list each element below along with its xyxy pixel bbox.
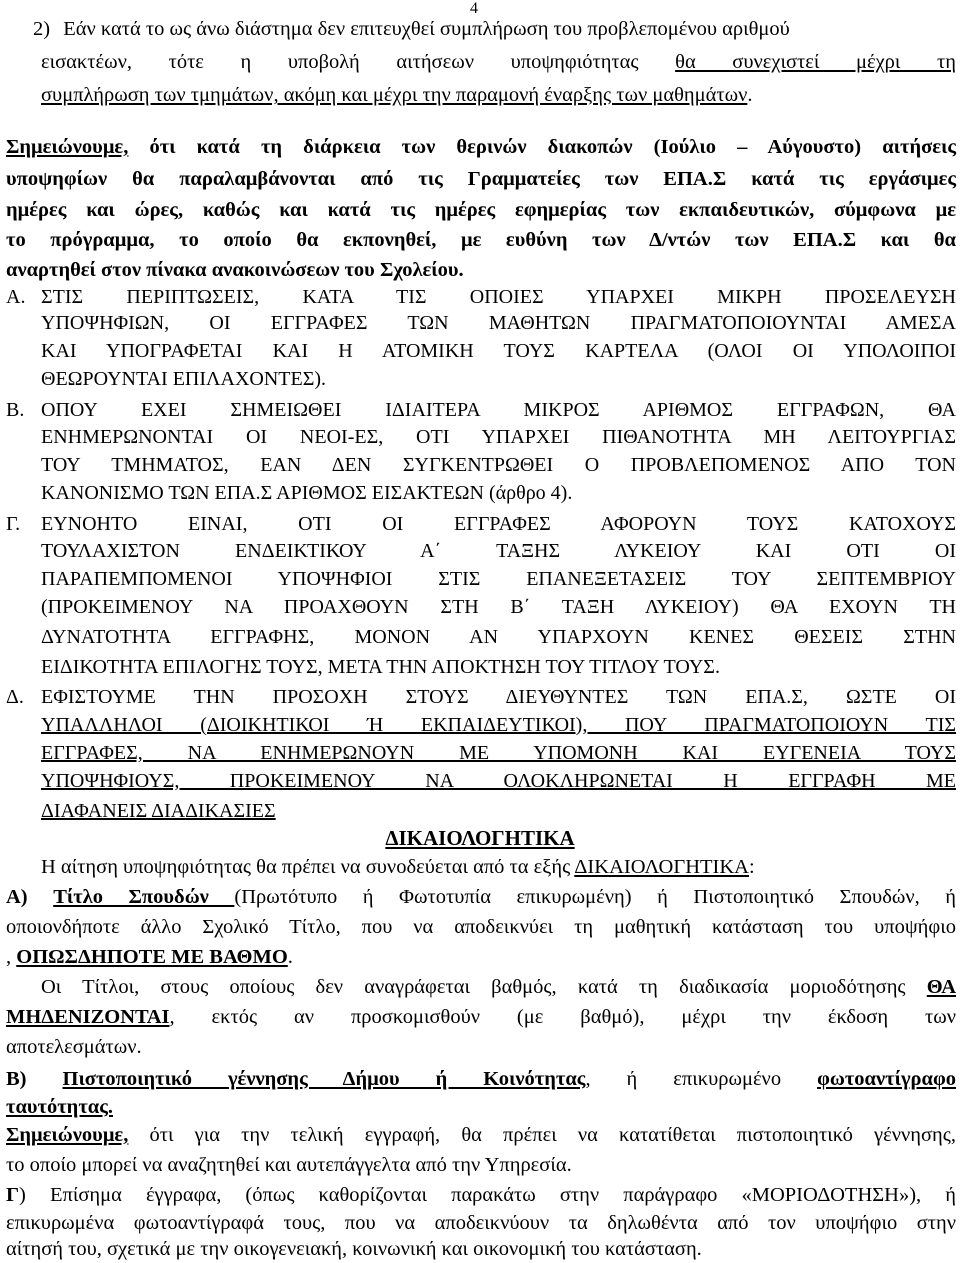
item-d-line-4: ΥΠΟΨΗΦΙΟΥΣ, ΠΡΟΚΕΙΜΕΝΟΥ ΝΑ ΟΛΟΚΛΗΡΩΝΕΤΑΙ Η ΕΓΓΡΑΦΗ ΜΕ [41, 770, 956, 792]
item-d-marker: Δ. [6, 686, 24, 708]
underlined-text: θα συνεχιστεί μέχρι τη [675, 51, 956, 73]
doc-a-line-2: οποιονδήποτε άλλο Σχολικό Τίτλο, που να αποδεικνύει τη μαθητική κατάσταση του υποψήφιο [6, 916, 956, 938]
doc-b-line-2: ταυτότητας. [6, 1096, 113, 1118]
item-c-line-5: ΔΥΝΑΤΟΤΗΤΑ ΕΓΓΡΑΦΗΣ, ΜΟΝΟΝ ΑΝ ΥΠΑΡΧΟΥΝ ΚΕΝΕΣ ΘΕΣΕΙΣ ΣΤΗΝ [41, 626, 956, 648]
page-number: 4 [470, 0, 478, 17]
item-b-line-3: ΤΟΥ ΤΜΗΜΑΤΟΣ, ΕΑΝ ΔΕΝ ΣΥΓΚΕΝΤΡΩΘΕΙ Ο ΠΡΟΒΛΕΠΟΜΕΝΟΣ ΑΠΟ ΤΟΝ [41, 454, 956, 476]
doc-b-marker: Β) [6, 1068, 27, 1090]
emphasis-text: φωτοαντίγραφο [817, 1068, 957, 1090]
item-b-line-1: ΟΠΟΥ ΕΧΕΙ ΣΗΜΕΙΩΘΕΙ ΙΔΙΑΙΤΕΡΑ ΜΙΚΡΟΣ ΑΡΙΘΜΟΣ ΕΓΓΡΑΦΩΝ, ΘΑ [41, 399, 956, 421]
note-line-5: αναρτηθεί στον πίνακα ανακοινώσεων του Σχολείου. [6, 259, 464, 281]
note2-line-1: Σημειώνουμε, ότι για την τελική εγγραφή, θα πρέπει να κατατίθεται πιστοποιητικό γέννησης, [6, 1124, 956, 1146]
paragraph-2-line-3: συμπλήρωση των τμημάτων, ακόμη και μέχρι την παραμονή έναρξης των μαθημάτων. [41, 84, 753, 106]
note-line-4: το πρόγραμμα, το οποίο θα εκπονηθεί, με ευθύνη των Δ/ντών των ΕΠΑ.Σ και θα [6, 229, 956, 251]
emphasis-text: ΜΗΔΕΝΙΖΟΝΤΑΙ [6, 1006, 170, 1028]
item-b-line-2: ΕΝΗΜΕΡΩΝΟΝΤΑΙ ΟΙ ΝΕΟΙ-ΕΣ, ΟΤΙ ΥΠΑΡΧΕΙ ΠΙΘΑΝΟΤΗΤΑ ΜΗ ΛΕΙΤΟΥΡΓΙΑΣ [41, 426, 956, 448]
note-line-1: Σημειώνουμε, ότι κατά τη διάρκεια των θερινών διακοπών (Ιούλιο – Αύγουστο) αιτήσεις [6, 136, 956, 158]
doc-a-marker: Α) [6, 886, 28, 908]
underlined-text: συμπλήρωση των τμημάτων, ακόμη και μέχρι την παραμονή έναρξης των μαθημάτων [41, 84, 748, 106]
item-c-line-1: ΕΥΝΟΗΤΟ ΕΙΝΑΙ, ΟΤΙ ΟΙ ΕΓΓΡΑΦΕΣ ΑΦΟΡΟΥΝ ΤΟΥΣ ΚΑΤΟΧΟΥΣ [41, 513, 956, 535]
underlined-text: ΔΙΚΑΙΟΛΟΓΗΤΙΚΑ [574, 856, 749, 878]
item-a-line-1: ΣΤΙΣ ΠΕΡΙΠΤΩΣΕΙΣ, ΚΑΤΑ ΤΙΣ ΟΠΟΙΕΣ ΥΠΑΡΧΕΙ ΜΙΚΡΗ ΠΡΟΣΕΛΕΥΣΗ [41, 286, 956, 308]
paragraph-2-line-2: εισακτέων, τότε η υποβολή αιτήσεων υποψηφιότητας θα συνεχιστεί μέχρι τη [41, 51, 956, 73]
doc-c-marker: Γ [6, 1184, 20, 1206]
doc-c-line-2: επικυρωμένα φωτοαντίγραφά τους, που να αποδεικνύουν τα δηλωθέντα από τον υποψήφιο στην [6, 1212, 956, 1234]
item-b-line-4: ΚΑΝΟΝΙΣΜΟ ΤΩΝ ΕΠΑ.Σ ΑΡΙΘΜΟΣ ΕΙΣΑΚΤΕΩΝ (άρθρο 4). [41, 482, 573, 504]
intro-line: Η αίτηση υποψηφιότητας θα πρέπει να συνοδεύεται από τα εξής ΔΙΚΑΙΟΛΟΓΗΤΙΚΑ: [41, 856, 755, 878]
section-heading: ΔΙΚΑΙΟΛΟΓΗΤΙΚΑ [385, 826, 575, 850]
item-d-line-5: ΔΙΑΦΑΝΕΙΣ ΔΙΑΔΙΚΑΣΙΕΣ [41, 800, 276, 822]
item-a-line-2: ΥΠΟΨΗΦΙΩΝ, ΟΙ ΕΓΓΡΑΦΕΣ ΤΩΝ ΜΑΘΗΤΩΝ ΠΡΑΓΜΑΤΟΠΟΙΟΥΝΤΑΙ ΑΜΕΣΑ [41, 312, 956, 334]
doc-b-line-1: Β) Πιστοποιητικό γέννησης Δήμου ή Κοινότητας, ή επικυρωμένο φωτοαντίγραφο [6, 1068, 957, 1090]
item-d-line-2: ΥΠΑΛΛΗΛΟΙ (ΔΙΟΙΚΗΤΙΚΟΙ Ή ΕΚΠΑΙΔΕΥΤΙΚΟΙ), ΠΟΥ ΠΡΑΓΜΑΤΟΠΟΙΟΥΝ ΤΙΣ [41, 714, 956, 736]
item-b-marker: Β. [6, 399, 25, 421]
note2-lead: Σημειώνουμε, [6, 1124, 129, 1146]
item-c-line-6: ΕΙΔΙΚΟΤΗΤΑ ΕΠΙΛΟΓΗΣ ΤΟΥΣ, ΜΕΤΑ ΤΗΝ ΑΠΟΚΤΗΣΗ ΤΟΥ ΤΙΤΛΟΥ ΤΟΥΣ. [41, 656, 720, 678]
doc-a2-line-1: Οι Τίτλοι, στους οποίους δεν αναγράφεται βαθμός, κατά τη διαδικασία μοριοδότησης ΘΑ [41, 976, 956, 998]
item-d-line-3: ΕΓΓΡΑΦΕΣ, ΝΑ ΕΝΗΜΕΡΩΝΟΥΝ ΜΕ ΥΠΟΜΟΝΗ ΚΑΙ ΕΥΓΕΝΕΙΑ ΤΟΥΣ [41, 742, 956, 764]
paragraph-number: 2) [33, 18, 51, 40]
emphasis-text: ΟΠΩΣΔΗΠΟΤΕ ΜΕ ΒΑΘΜΟ [16, 946, 288, 968]
item-c-marker: Γ. [6, 513, 21, 535]
doc-c-line-1: Γ) Επίσημα έγγραφα, (όπως καθορίζονται παρακάτω στην παράγραφο «ΜΟΡΙΟΔΟΤΗΣΗ»), ή [6, 1184, 956, 1206]
paragraph-2-line-1 [33, 18, 956, 41]
doc-c-line-3: αίτησή του, σχετικά με την οικογενειακή, κοινωνική και οικονομική του κατάσταση. [6, 1238, 702, 1260]
doc-a2-line-2: ΜΗΔΕΝΙΖΟΝΤΑΙ, εκτός αν προσκομισθούν (με βαθμό), μέχρι την έκδοση των [6, 1006, 956, 1028]
note-lead: Σημειώνουμε, [6, 136, 129, 158]
item-a-line-3: ΚΑΙ ΥΠΟΓΡΑΦΕΤΑΙ ΚΑΙ Η ΑΤΟΜΙΚΗ ΤΟΥΣ ΚΑΡΤΕΛΑ (ΟΛΟΙ ΟΙ ΥΠΟΛΟΙΠΟΙ [41, 340, 956, 362]
item-a-line-4: ΘΕΩΡΟΥΝΤΑΙ ΕΠΙΛΑΧΟΝΤΕΣ). [41, 368, 327, 390]
item-c-line-3: ΠΑΡΑΠΕΜΠΟΜΕΝΟΙ ΥΠΟΨΗΦΙΟΙ ΣΤΙΣ ΕΠΑΝΕΞΕΤΑΣΕΙΣ ΤΟΥ ΣΕΠΤΕΜΒΡΙΟΥ [41, 568, 956, 590]
doc-a2-line-3: αποτελεσμάτων. [6, 1036, 142, 1058]
text: Εάν κατά το ως άνω διάστημα δεν επιτευχθεί συμπλήρωση του προβλεπομένου αριθμού [63, 18, 790, 40]
emphasis-text: ΘΑ [926, 976, 956, 998]
doc-a-line-1: Α) Τίτλο Σπουδών (Πρωτότυπο ή Φωτοτυπία επικυρωμένη) ή Πιστοποιητικό Σπουδών, ή [6, 886, 956, 908]
doc-a-line-3: , ΟΠΩΣΔΗΠΟΤΕ ΜΕ ΒΑΘΜΟ. [6, 946, 293, 968]
note2-line-2: το οποίο μπορεί να αναζητηθεί και αυτεπάγγελτα από την Υπηρεσία. [6, 1154, 572, 1176]
item-c-line-2: ΤΟΥΛΑΧΙΣΤΟΝ ΕΝΔΕΙΚΤΙΚΟΥ Α΄ ΤΑΞΗΣ ΛΥΚΕΙΟΥ ΚΑΙ ΟΤΙ ΟΙ [41, 540, 956, 562]
item-c-line-4: (ΠΡΟΚΕΙΜΕΝΟΥ ΝΑ ΠΡΟΑΧΘΟΥΝ ΣΤΗ Β΄ ΤΑΞΗ ΛΥΚΕΙΟΥ) ΘΑ ΕΧΟΥΝ ΤΗ [41, 596, 956, 618]
item-d-line-1: ΕΦΙΣΤΟΥΜΕ ΤΗΝ ΠΡΟΣΟΧΗ ΣΤΟΥΣ ΔΙΕΥΘΥΝΤΕΣ ΤΩΝ ΕΠΑ.Σ, ΩΣΤΕ ΟΙ [41, 686, 956, 708]
doc-b-title: Πιστοποιητικό γέννησης Δήμου ή Κοινότητας [62, 1068, 586, 1090]
doc-a-title: Τίτλο Σπουδών [53, 886, 235, 908]
note-line-2: υποψηφίων θα παραλαμβάνονται από τις Γραμματείες των ΕΠΑ.Σ κατά τις εργάσιμες [6, 168, 956, 190]
item-a-marker: Α. [6, 286, 26, 308]
note-line-3: ημέρες και ώρες, καθώς και κατά τις ημέρες εφημερίας των εκπαιδευτικών, σύμφωνα με [6, 199, 956, 221]
